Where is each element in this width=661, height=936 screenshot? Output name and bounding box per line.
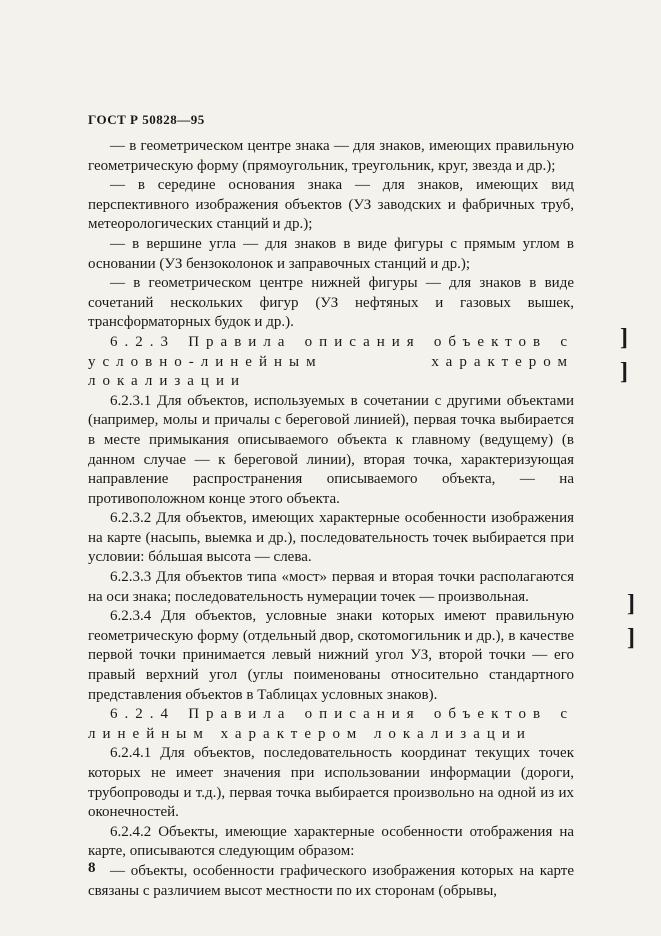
paragraph-6-2-3-2: 6.2.3.2 Для объектов, имеющих характерные особенности изображения на карте (насыпь, выемка и др.), последовательность точек выбирается при условии: бóльшая высота — слева.: [88, 510, 574, 566]
margin-bracket-mark: ]: [620, 359, 628, 385]
section-heading-6-2-3: 6.2.3 Правила описания объектов с условно-линейным характером локализации: [88, 333, 574, 390]
paragraph-4: — в геометрическом центре нижней фигуры — для знаков в виде сочетаний нескольких фигур (УЗ нефтяных и газовых вышек, трансформаторных будок и др.).: [88, 275, 574, 331]
paragraph-6-2-3-1: 6.2.3.1 Для объектов, используемых в сочетании с другими объектами (например, молы и причалы с береговой линией), первая точка выбирается в месте примыкания описываемого объекта к главному (ведущему) (в данном случае — к береговой линии), вторая точка, характеризующая направление распространения описываемого объекта, — на противоположном конце этого объекта.: [88, 392, 574, 507]
page-number: 8: [88, 860, 96, 876]
paragraph-6-2-3-4: 6.2.3.4 Для объектов, условные знаки которых имеют правильную геометрическую форму (отдельный двор, скотомогильник и др.), в качестве первой точки принимается левый нижний угол УЗ, второй точки — его правый верхний угол (углы поименованы относительно стандартного представления объектов в Таблицах условных знаков).: [88, 608, 574, 703]
paragraph-1: — в геометрическом центре знака — для знаков, имеющих правильную геометрическую форму (прямоугольник, треугольник, круг, звезда и др.);: [88, 138, 574, 174]
paragraph-2: — в середине основания знака — для знаков, имеющих вид перспективного изображения объектов (УЗ заводских и фабричных труб, метеорологических станций и др.);: [88, 177, 574, 233]
body-text: [88, 137, 574, 901]
margin-bracket-mark: ]: [620, 325, 628, 351]
section-heading-6-2-4: 6.2.4 Правила описания объектов с линейным характером локализации: [88, 706, 574, 742]
document-header: ГОСТ Р 50828—95: [88, 112, 205, 127]
margin-bracket-mark: ]: [627, 625, 635, 651]
paragraph-6-2-4-2: 6.2.4.2 Объекты, имеющие характерные особенности отображения на карте, описываются следующим образом:: [88, 823, 574, 860]
paragraph-6-2-4-1: 6.2.4.1 Для объектов, последовательность координат текущих точек которых не имеет значения при использовании информации (дороги, трубопроводы и т.д.), первая точка выбирается произвольно на одной из их оконечностей.: [88, 745, 574, 821]
paragraph-6-2-3-3: 6.2.3.3 Для объектов типа «мост» первая и вторая точки располагаются на оси знака; последовательность нумерации точек — произвольная.: [88, 569, 574, 605]
margin-bracket-mark: ]: [627, 591, 635, 617]
paragraph-list-item: — объекты, особенности графического изображения которых на карте связаны с различием высот местности по их сторонам (обрывы,: [88, 862, 574, 899]
paragraph-3: — в вершине угла — для знаков в виде фигуры с прямым углом в основании (УЗ бензоколонок и заправочных станций и др.);: [88, 235, 574, 272]
